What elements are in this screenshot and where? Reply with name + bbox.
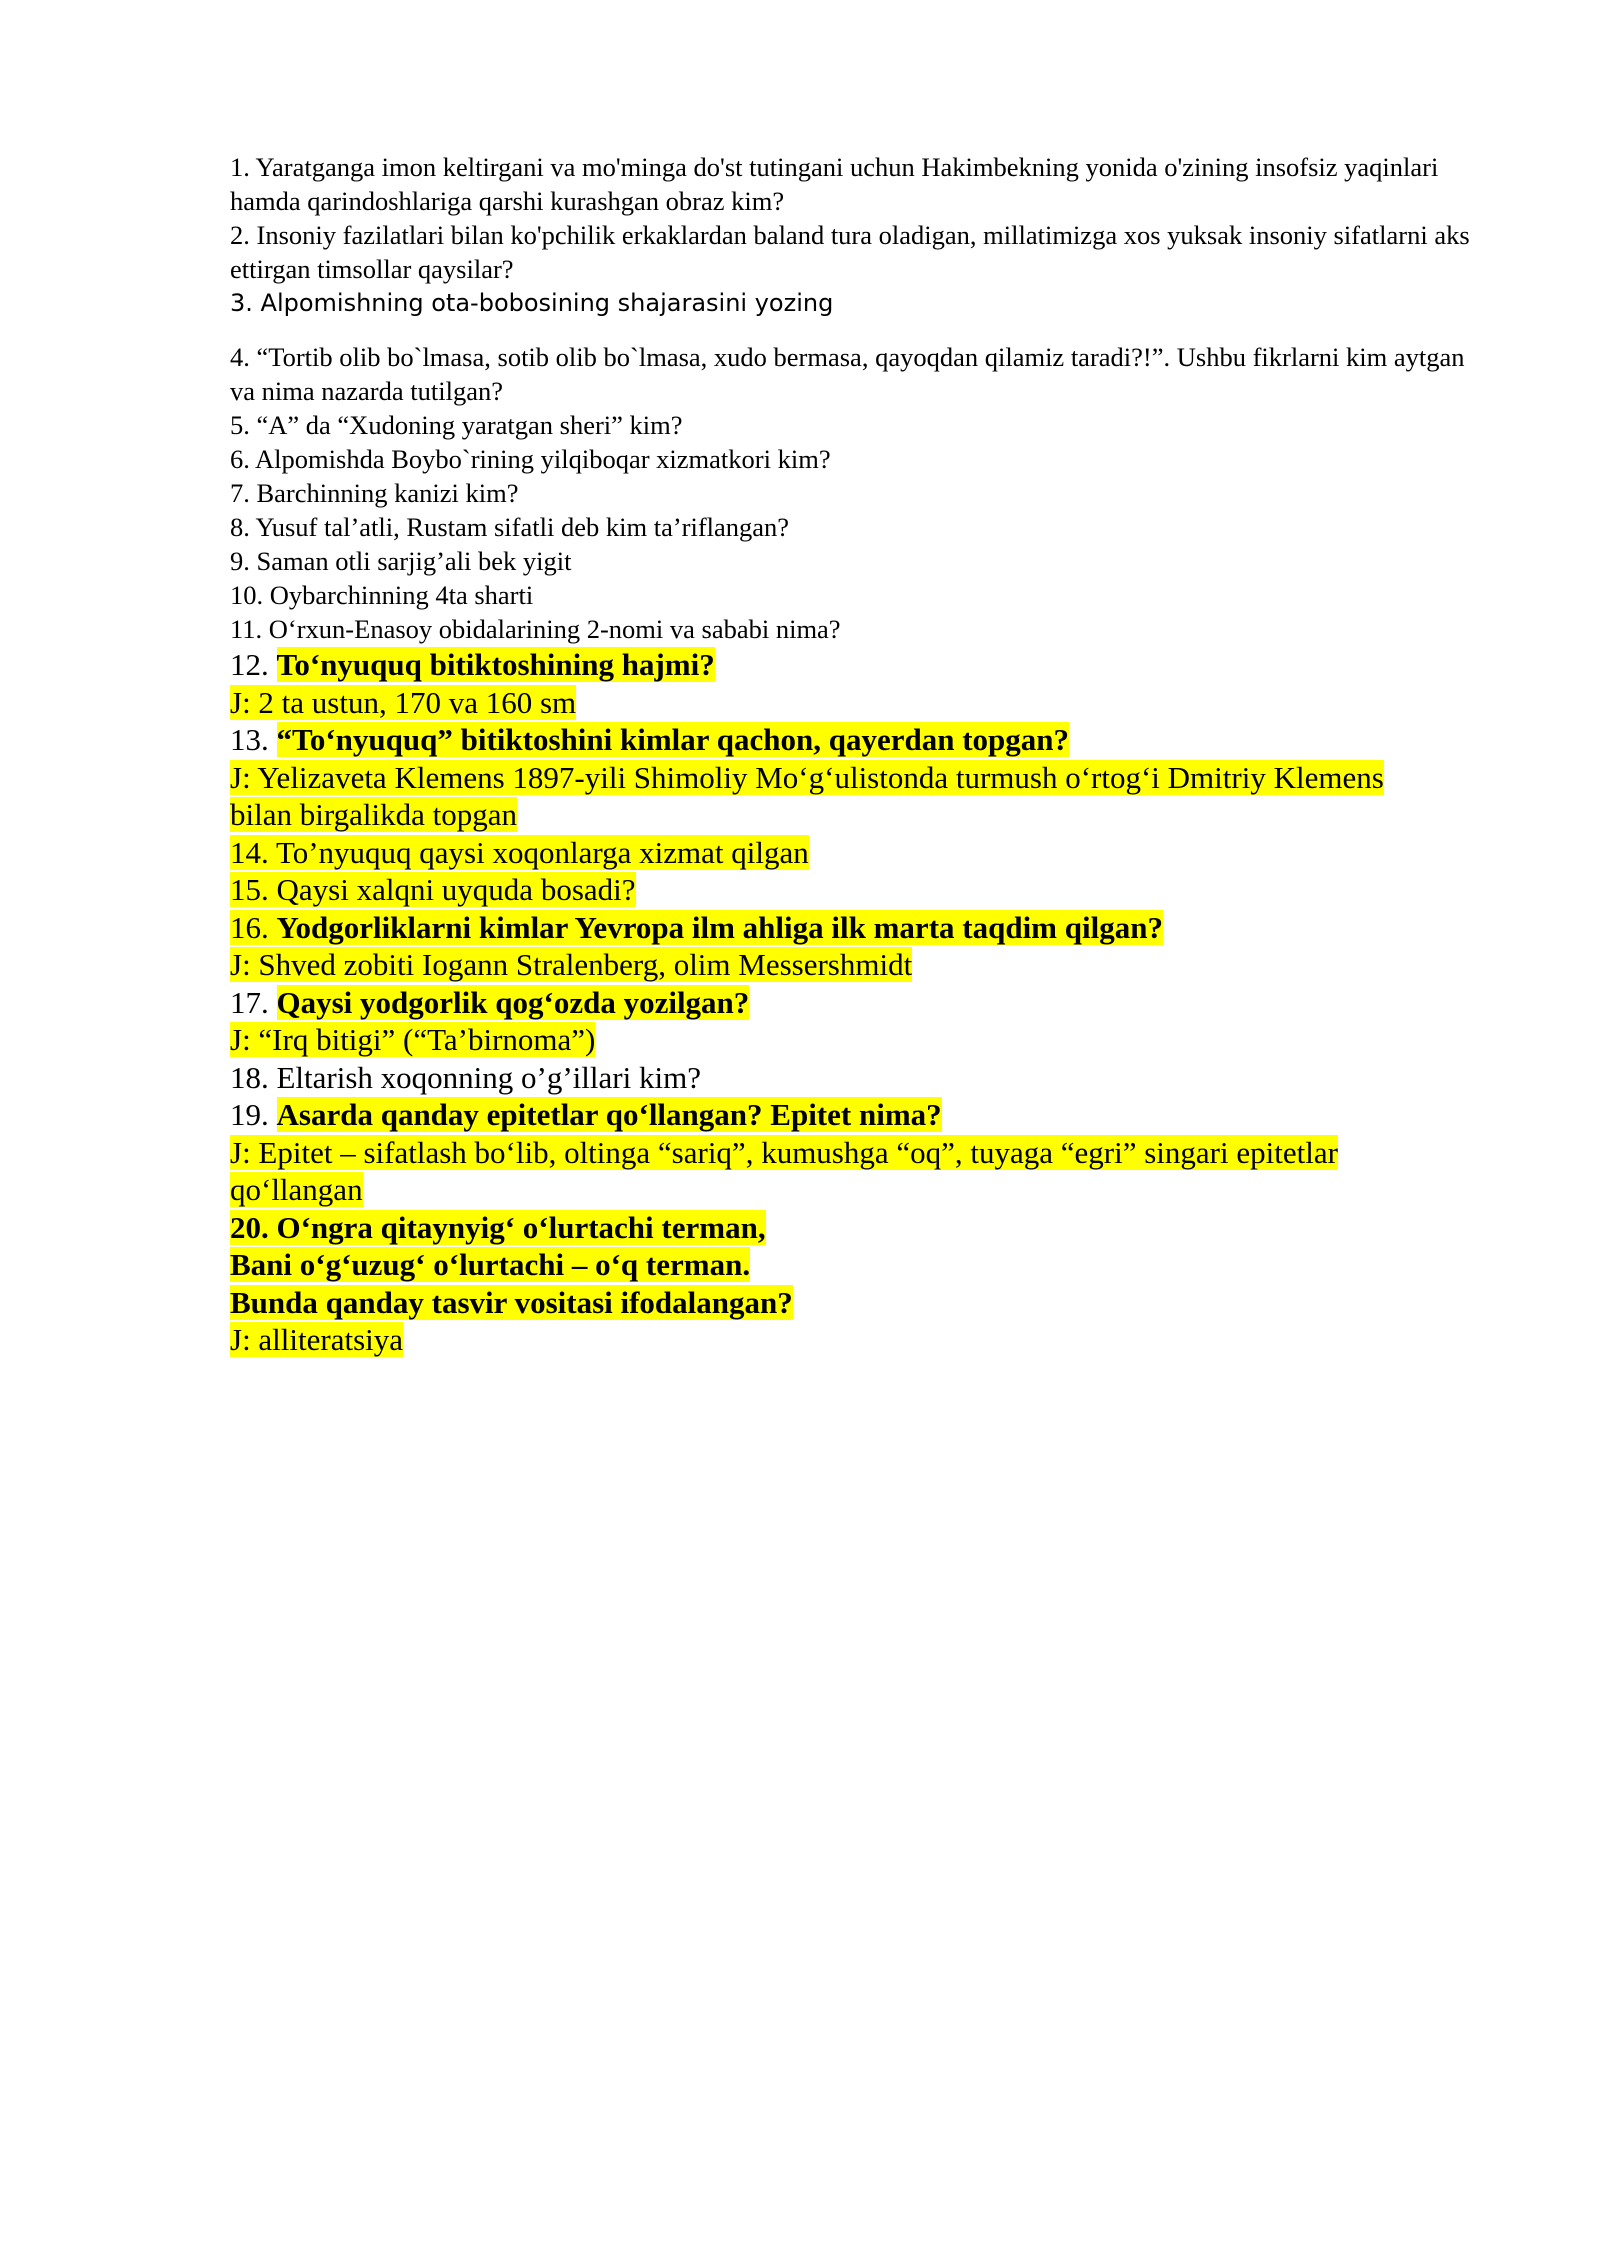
question-number: 19. [230,1097,277,1132]
answer-text-highlighted: qo‘llangan [230,1172,363,1207]
question-text-highlighted: 14. To’nyuquq qaysi xoqonlarga xizmat qilgan [230,834,809,870]
question-19 [230,1096,1490,1134]
answer-16 [230,946,1490,984]
question-16 [230,909,1490,947]
question-text-highlighted: Asarda qanday epitetlar qo‘llangan? Epitet nima? [276,1097,942,1132]
question-text-highlighted: Qaysi yodgorlik qog‘ozda yozilgan? [276,984,750,1020]
question-3: 3. Alpomishning ota-bobosining shajarasini yozing [230,289,834,317]
question-12 [230,646,1490,684]
question-4: 4. “Tortib olib bo`lmasa, sotib olib bo`lmasa, xudo bermasa, qayoqdan qilamiz taradi?!”. Ushbu fikrlarni kim aytgan va nima nazarda tutilgan? [230,342,1465,406]
answer-19-line-2 [230,1171,1490,1209]
answer-17 [230,1021,1490,1059]
question-1: 1. Yaratganga imon keltirgani va mo'minga do'st tutingani uchun Hakimbekning yonida o'zining insofsiz yaqinlari hamda qarindoshlariga qarshi kurashgan obraz kim? [230,152,1439,216]
question-6: 6. Alpomishda Boybo`rining yilqiboqar xizmatkori kim? [230,444,831,474]
question-2: 2. Insoniy fazilatlari bilan ko'pchilik erkaklardan baland tura oladigan, millatimizga xos yuksak insoniy sifatlarni aks ettirgan timsollar qaysilar? [230,220,1470,284]
answer-12 [230,684,1490,722]
answer-13-line-1 [230,759,1490,797]
answer-text-highlighted: J: Epitet – sifatlash bo‘lib, oltinga “sariq”, kumushga “oq”, tuyaga “egri” singari epitetlar [230,1134,1338,1170]
question-20-line-2 [230,1246,1490,1284]
question-text-highlighted: “To‘nyuquq” bitiktoshini kimlar qachon, qayerdan topgan? [276,722,1069,757]
question-number: 13. [230,722,277,757]
answer-text-highlighted: J: Shved zobiti Iogann Stralenberg, olim Messershmidt [230,947,913,982]
question-20-line-3 [230,1284,1490,1322]
answer-19-line-1 [230,1134,1490,1172]
question-14 [230,834,1490,872]
paragraph-gap [230,320,1490,340]
question-15 [230,871,1490,909]
answer-text-highlighted: bilan birgalikda topgan [230,797,517,832]
question-text-highlighted: Bani o‘g‘uzug‘ o‘lurtachi – o‘q terman. [230,1247,751,1282]
question-text-highlighted: Yodgorliklarni kimlar Yevropa ilm ahliga ilk marta taqdim qilgan? [276,909,1163,945]
question-10: 10. Oybarchinning 4ta sharti [230,580,534,610]
question-number: 17. [230,984,277,1020]
question-5: 5. “A” da “Xudoning yaratgan sheri” kim? [230,410,683,440]
question-11: 11. O‘rxun-Enasoy obidalarining 2-nomi va sababi nima? [230,614,841,644]
question-text-highlighted: Bunda qanday tasvir vositasi ifodalangan? [230,1284,793,1320]
question-20-line-1 [230,1209,1490,1247]
answer-text-highlighted: J: alliteratsiya [230,1322,404,1357]
answer-13-line-2 [230,796,1490,834]
question-number: 16. [230,909,277,945]
question-8: 8. Yusuf tal’atli, Rustam sifatli deb kim ta’riflangan? [230,512,790,542]
answer-text-highlighted: J: 2 ta ustun, 170 va 160 sm [230,684,577,720]
question-13 [230,721,1490,759]
answer-text-highlighted: J: “Irq bitigi” (“Ta’birnoma”) [230,1022,596,1057]
question-9: 9. Saman otli sarjig’ali bek yigit [230,546,572,576]
answer-20 [230,1321,1490,1359]
answer-text-highlighted: J: Yelizaveta Klemens 1897-yili Shimoliy Mo‘g‘ulistonda turmush o‘rtog‘i Dmitriy Klemens [230,759,1384,795]
question-text-highlighted: 15. Qaysi xalqni uyquda bosadi? [230,872,636,907]
question-text-highlighted: To‘nyuquq bitiktoshining hajmi? [276,647,715,682]
question-18: 18. Eltarish xoqonning o’g’illari kim? [230,1059,701,1095]
question-7: 7. Barchinning kanizi kim? [230,478,519,508]
question-text-highlighted: 20. O‘ngra qitaynyig‘ o‘lurtachi terman, [230,1209,766,1245]
question-17 [230,984,1490,1022]
question-number: 12. [230,647,277,682]
document-content [230,150,1490,1359]
